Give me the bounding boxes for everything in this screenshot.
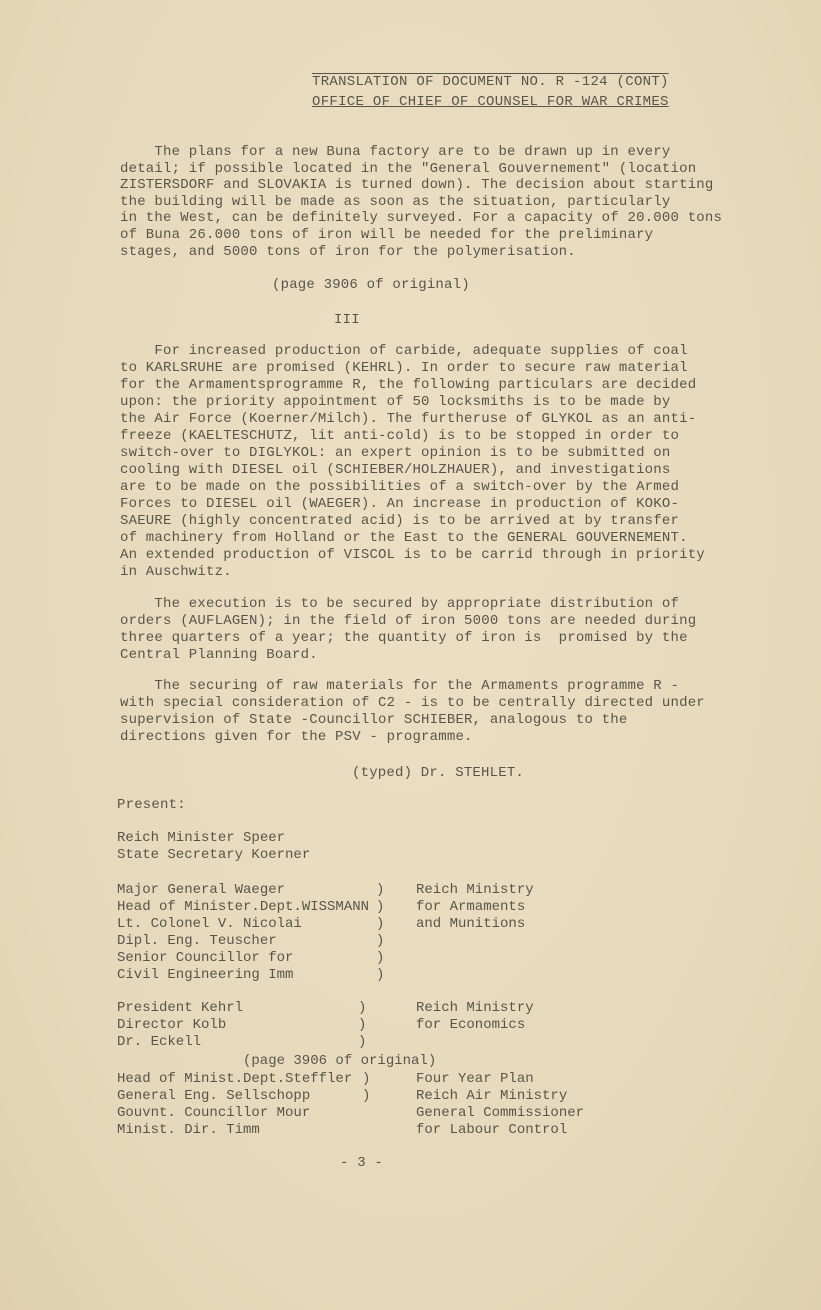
text-line: directions given for the PSV - programme. — [120, 729, 473, 745]
organization: for Labour Control — [416, 1122, 568, 1138]
attendee: State Secretary Koerner — [117, 847, 311, 863]
text-line: in the West, can be definitely surveyed. For a capacity of 20.000 tons — [120, 210, 723, 227]
text-line: freeze (KAELTESCHUTZ, lit anti-cold) is to be stopped in order to — [120, 428, 680, 444]
text-line: of Buna 26.000 tons of iron will be needed for the preliminary — [120, 226, 654, 243]
text-line: SAEURE (highly concentrated acid) is to be arrived at by transfer — [120, 513, 680, 529]
attendee: Senior Councillor for — [117, 950, 294, 966]
page-note: (page 3906 of original) — [243, 1053, 437, 1069]
brace-bracket: ) ) ) — [358, 1000, 367, 1050]
text-line: the Air Force (Koerner/Milch). The furtheruse of GLYKOL as an anti- — [120, 411, 697, 427]
attendee: Dipl. Eng. Teuscher — [117, 933, 277, 949]
organization: for Economics — [416, 1017, 526, 1033]
attendee: Dr. Eckell — [117, 1034, 202, 1050]
attendees-group-3-org — [416, 1000, 534, 1034]
text-line: orders (AUFLAGEN); in the field of iron 5000 tons are needed during — [120, 613, 697, 629]
text-line: Central Planning Board. — [120, 647, 318, 663]
text-line: in Auschwitz. — [120, 564, 232, 580]
paragraph-3 — [120, 596, 696, 664]
text-line: cooling with DIESEL oil (SCHIEBER/HOLZHAUER), and investigations — [120, 462, 671, 478]
attendee: Lt. Colonel V. Nicolai — [117, 916, 302, 932]
text-line: the building will be made as soon as the situation, particularly — [120, 193, 671, 210]
attendee: Gouvnt. Councillor Mour — [117, 1105, 311, 1121]
attendee: Reich Minister Speer — [117, 830, 286, 846]
attendee: Director Kolb — [117, 1017, 227, 1033]
attendees-group-3-names — [117, 1000, 243, 1051]
page-number: - 3 - — [340, 1155, 384, 1171]
attendees-group-4-names — [117, 1071, 352, 1139]
brace-bracket: ) ) ) ) ) ) — [376, 882, 385, 983]
text-line: The plans for a new Buna factory are to be drawn up in every — [120, 144, 671, 160]
attendee: General Eng. Sellschopp — [117, 1088, 311, 1104]
organization: for Armaments — [416, 899, 526, 915]
organization: and Munitions — [416, 916, 526, 932]
text-line: stages, and 5000 tons of iron for the polymerisation. — [120, 243, 576, 260]
text-line: Forces to DIESEL oil (WAEGER). An increase in production of KOKO- — [120, 496, 680, 512]
attendee: Head of Minist.Dept.Steffler — [117, 1071, 353, 1087]
attendee: Head of Minister.Dept.WISSMANN — [117, 899, 370, 915]
organization: Four Year Plan — [416, 1071, 534, 1087]
attendee: Major General Waeger — [117, 882, 286, 898]
text-line: three quarters of a year; the quantity of iron is promised by the — [120, 630, 688, 646]
text-line: with special consideration of C2 - is to be centrally directed under — [120, 695, 705, 711]
text-line: The securing of raw materials for the Armaments programme R - — [120, 678, 680, 694]
text-line: detail; if possible located in the "General Gouvernement" (location — [120, 160, 697, 177]
text-line: are to be made on the possibilities of a switch-over by the Armed — [120, 479, 680, 495]
text-line: supervision of State -Councillor SCHIEBER, analogous to the — [120, 712, 628, 728]
organization: Reich Ministry — [416, 882, 534, 898]
text-line: The execution is to be secured by appropriate distribution of — [120, 596, 680, 612]
attendees-group-4-orgs — [416, 1071, 584, 1139]
attendees-group-2-names — [117, 882, 369, 984]
text-line: ZISTERSDORF and SLOVAKIA is turned down). The decision about starting — [120, 177, 714, 194]
attendee: Civil Engineering Imm — [117, 967, 294, 983]
page-note: (page 3906 of original) — [272, 277, 470, 293]
organization: Reich Ministry — [416, 1000, 534, 1016]
header-office: OFFICE OF CHIEF OF COUNSEL FOR WAR CRIMES — [312, 94, 669, 110]
section-number: III — [334, 312, 360, 328]
organization: Reich Air Ministry — [416, 1088, 568, 1104]
document-header — [312, 72, 669, 112]
paragraph-4 — [120, 678, 705, 746]
present-label: Present: — [117, 797, 186, 813]
paragraph-1 — [120, 144, 722, 260]
attendee: Minist. Dir. Timm — [117, 1122, 260, 1138]
attendees-group-1 — [117, 830, 310, 864]
text-line: switch-over to DIGLYKOL: an expert opinion is to be submitted on — [120, 445, 671, 461]
text-line: to KARLSRUHE are promised (KEHRL). In order to secure raw material — [120, 360, 688, 376]
signature: (typed) Dr. STEHLET. — [352, 765, 525, 781]
text-line: upon: the priority appointment of 50 locksmiths is to be made by — [120, 394, 671, 410]
text-line: of machinery from Holland or the East to the GENERAL GOUVERNEMENT. — [120, 530, 688, 546]
brace-bracket: ) ) — [362, 1071, 371, 1104]
attendees-group-2-org — [416, 882, 534, 933]
text-line: for the Armamentsprogramme R, the following particulars are decided — [120, 377, 697, 393]
attendee: President Kehrl — [117, 1000, 244, 1016]
organization: General Commissioner — [416, 1105, 585, 1121]
text-line: For increased production of carbide, adequate supplies of coal — [120, 343, 688, 359]
text-line: An extended production of VISCOL is to be carrid through in priority — [120, 547, 705, 563]
header-title: TRANSLATION OF DOCUMENT NO. R -124 (CONT) — [312, 74, 669, 90]
paragraph-2 — [120, 343, 705, 581]
